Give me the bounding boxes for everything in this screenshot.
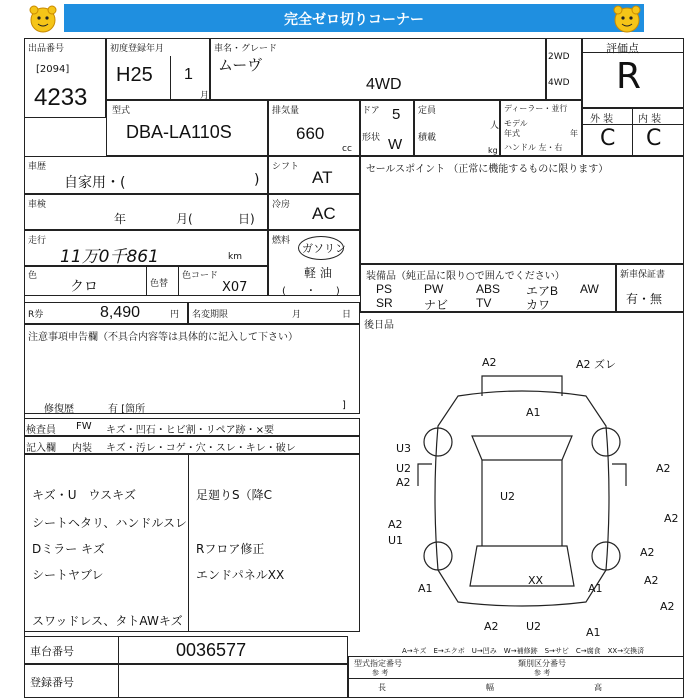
inspection-year: 年 (114, 212, 127, 226)
diagram-mark: U2 (526, 620, 542, 633)
comment-line: エンドパネルXX (196, 568, 285, 582)
fuel-label: 燃料 (272, 236, 291, 246)
model-label: 型式 (112, 106, 131, 116)
lot-small: [2094] (36, 64, 70, 75)
sales-label: セールスポイント （正常に機能するものに限ります） (366, 164, 609, 175)
int-label: 内 装 (638, 114, 662, 125)
footer-type: 型式指定番号 (354, 659, 402, 668)
inspection-day: 日) (238, 212, 255, 226)
diagram-mark: A2 (664, 512, 679, 525)
diagram-mark: A2 (484, 620, 499, 633)
equipment-item: エアB (526, 284, 559, 298)
doors-value: 5 (392, 106, 401, 123)
load-unit: kg (488, 146, 498, 155)
registration-month: 1 (184, 66, 193, 83)
history-label: 車歴 (28, 162, 47, 172)
repair-label: 修復歴 (44, 404, 74, 415)
newcar-label: 新車保証書 (620, 270, 666, 280)
registration-month-unit: 月 (200, 91, 210, 101)
registration-label: 初度登録年月 (110, 44, 165, 54)
diagram-mark: A2 (396, 476, 411, 489)
mileage-label: 走行 (28, 236, 47, 246)
comment-line: シートヤブレ (32, 568, 104, 582)
equipment-label: 装備品（純正品に限り○で囲んでください） (366, 271, 565, 282)
fuel-gas: ガソリン (302, 242, 346, 255)
diagram-mark: U2 (500, 490, 516, 503)
footer-length: 長 (378, 683, 386, 692)
shift-value: AT (312, 168, 333, 187)
newcar-value: 有・無 (626, 292, 663, 306)
doors-label: ドア (362, 106, 380, 116)
displacement-unit: cc (342, 144, 352, 154)
dealer-year-unit: 年 (570, 129, 578, 138)
color-label: 色 (28, 271, 38, 281)
fuel-diesel: 軽 油 (304, 266, 332, 280)
ac-value: AC (312, 204, 336, 223)
repair-value: 有 [箇所 (108, 404, 146, 415)
diagram-mark: U2 (396, 462, 412, 475)
rear-label: 後日品 (364, 320, 394, 331)
footer-ref1: 参 考 (372, 669, 389, 677)
car-name: ムーヴ (218, 56, 263, 74)
diagram-mark: A1 (418, 582, 433, 595)
int-score: C (646, 126, 662, 151)
tax-month: 月 (292, 310, 302, 320)
comment-line: Rフロア修正 (196, 542, 265, 556)
legend: A→キズ E→エクボ U→凹み W→補修跡 S→サビ C→腐食 XX→交換済 (402, 647, 645, 655)
equipment-item: ナビ (424, 298, 449, 312)
inspection-box (24, 194, 268, 230)
diagram-mark: A2 (660, 600, 675, 613)
shape-value: W (388, 136, 403, 153)
inspector-label: 検査員 (26, 425, 56, 436)
equipment-item: AW (580, 282, 599, 296)
model-value: DBA-LA110S (126, 122, 232, 142)
equipment-item: PW (424, 282, 444, 296)
mileage-unit: km (228, 252, 242, 262)
recycle-label: R券 (28, 310, 44, 320)
header-bar (0, 0, 700, 36)
dealer-label: ディーラー・並行 (504, 104, 568, 113)
diagram-mark: A2 (640, 546, 655, 559)
inspector-fw: FW (76, 421, 92, 432)
drive-2wd: 2WD (548, 52, 570, 62)
displacement-value: 660 (296, 124, 325, 143)
fuel-paren: ( ・ ) (282, 286, 340, 297)
footer-ref2: 参 考 (534, 669, 551, 677)
shift-label: シフト (272, 162, 300, 172)
diagram-mark: A1 (586, 626, 601, 639)
score-label: 評価点 (606, 42, 639, 55)
diagram-mark: A1 (588, 582, 603, 595)
footer-width: 幅 (486, 683, 494, 692)
score-value: R (616, 56, 642, 97)
diagram-mark: A2 (656, 462, 671, 475)
diagram-mark: U3 (396, 442, 412, 455)
equipment-item: カワ (526, 298, 551, 312)
mileage-value: 11万0千861 (60, 247, 159, 267)
capacity-unit: 人 (490, 121, 500, 131)
diagram-mark: A2 (644, 574, 659, 587)
inspector-items: キズ・凹石・ヒビ割・リペア跡・×要 (106, 425, 274, 436)
equipment-item: TV (476, 296, 492, 310)
ac-label: 冷房 (272, 200, 291, 210)
recycle-value: 8,490 (100, 304, 141, 321)
tax-day: 日 (342, 310, 352, 320)
comment-line: スワッドレス、タトAWキズ (32, 614, 183, 628)
ext-label: 外 装 (590, 114, 614, 125)
color-change-label: 色替 (150, 279, 169, 289)
page-title: 完全ゼロ切りコーナー (284, 11, 424, 27)
history-close: ) (254, 172, 260, 188)
lot-label: 出品番号 (28, 44, 65, 54)
equipment-item: SR (376, 296, 393, 310)
diagram-mark: A1 (526, 406, 541, 419)
tax-label: 名変期限 (192, 310, 229, 320)
color-value: クロ (70, 279, 98, 295)
comment-line: Dミラー キズ (32, 542, 105, 556)
drive-4wd: 4WD (548, 78, 570, 88)
color-code: X07 (222, 280, 248, 295)
diagram-mark: A2 ズレ (576, 358, 617, 371)
car-name-label: 車名・グレード (214, 44, 278, 54)
inspection-label: 車検 (28, 200, 47, 210)
ext-score: C (600, 126, 616, 151)
chassis-value: 0036577 (176, 640, 247, 660)
equipment-item: ABS (476, 282, 501, 296)
diagram-mark: A2 (388, 518, 403, 531)
color-code-label: 色コード (182, 271, 219, 281)
history-box (24, 156, 268, 194)
inspection-month: 月( (176, 212, 193, 226)
history-value: 自家用・( (64, 175, 126, 191)
capacity-label: 定員 (418, 106, 437, 116)
comment-line: 足廻りS（降C (196, 488, 272, 502)
registration-year: H25 (116, 64, 153, 86)
lot-number: 4233 (34, 84, 88, 111)
shape-label: 形状 (362, 133, 381, 143)
dealer-year: 年式 (504, 129, 520, 138)
drive-box (546, 38, 582, 100)
diagram-mark: A2 (482, 356, 497, 369)
footer-height: 高 (594, 683, 602, 692)
comment-line: キズ・U ウスキズ (32, 488, 136, 502)
record-items: キズ・汚レ・コゲ・穴・スレ・キレ・破レ (106, 443, 296, 454)
mascot-left-icon (28, 4, 58, 34)
car-grade: 4WD (366, 76, 402, 93)
equipment-item: PS (376, 282, 393, 296)
mascot-right-icon (612, 4, 642, 34)
load-label: 積載 (418, 133, 437, 143)
recycle-unit: 円 (170, 310, 180, 320)
record-label: 記入欄 (26, 443, 56, 454)
record-int: 内装 (72, 443, 92, 454)
diagram-mark: U1 (388, 534, 404, 547)
comment-line: シートヘタリ、ハンドルスレ (32, 516, 188, 530)
plate-label: 登録番号 (30, 676, 74, 689)
displacement-label: 排気量 (272, 106, 300, 116)
footer-class: 類別区分番号 (518, 659, 566, 668)
handle-label: ハンドル 左・右 (504, 143, 563, 152)
repair-close: ] (342, 400, 346, 411)
dealer-model: モデル (504, 119, 528, 128)
diagram-mark: XX (528, 574, 544, 587)
chassis-label: 車台番号 (30, 645, 74, 658)
notes-label: 注意事項申告欄（不具合内容等は具体的に記入して下さい） (28, 332, 298, 343)
